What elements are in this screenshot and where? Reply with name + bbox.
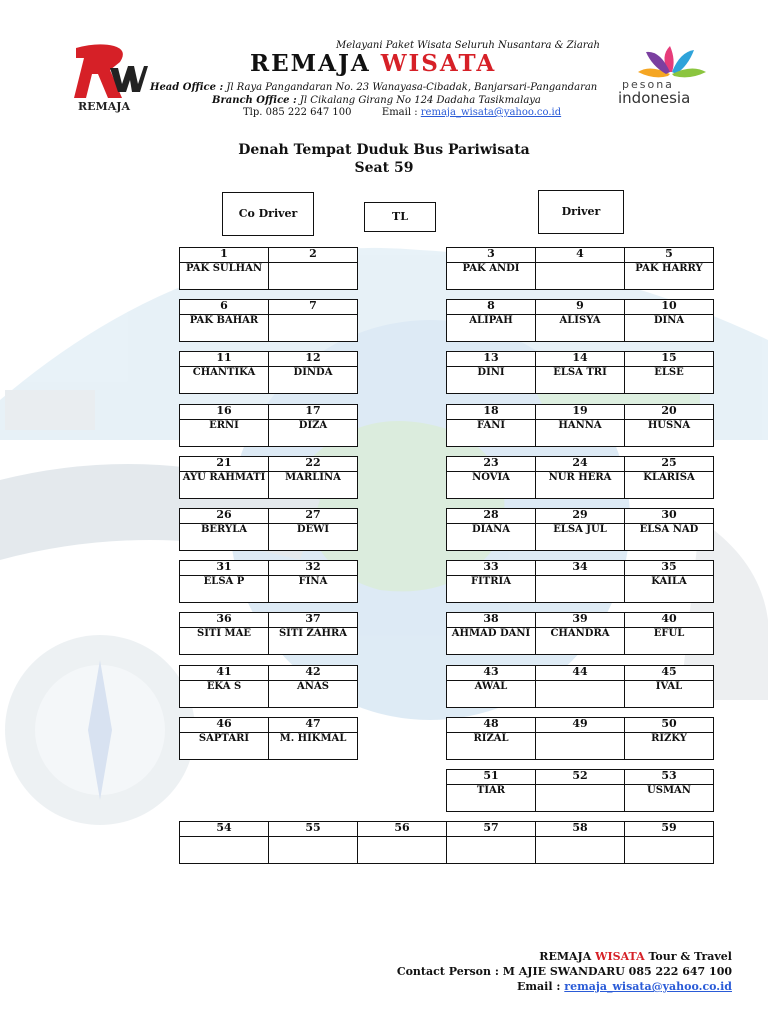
footer-company-part2: WISATA <box>595 950 645 963</box>
passenger-name <box>269 837 358 864</box>
footer-company-part1: REMAJA <box>539 950 592 963</box>
seat-number: 12 <box>269 352 358 367</box>
passenger-name: RIZAL <box>447 733 536 760</box>
head-office-label: Head Office : <box>150 82 224 93</box>
seat-block <box>446 612 714 655</box>
seat-block <box>446 769 714 812</box>
seat-block <box>446 665 714 708</box>
passenger-name: PAK SULHAN <box>180 263 269 290</box>
seat-number: 11 <box>180 352 269 367</box>
passenger-name: NOVIA <box>447 472 536 499</box>
email-label: Email : <box>381 107 418 118</box>
seat-number: 54 <box>180 822 269 837</box>
seat-number: 50 <box>625 718 714 733</box>
seat-number: 45 <box>625 666 714 681</box>
seat-number: 51 <box>447 770 536 785</box>
seat-number: 22 <box>269 457 358 472</box>
passenger-name: EFUL <box>625 628 714 655</box>
seat-number: 17 <box>269 405 358 420</box>
seat-number: 26 <box>180 509 269 524</box>
passenger-name: DINA <box>625 315 714 342</box>
passenger-name: EKA S <box>180 681 269 708</box>
passenger-name: DINI <box>447 367 536 394</box>
seat-number: 38 <box>447 613 536 628</box>
seat-number: 48 <box>447 718 536 733</box>
passenger-name: PAK ANDI <box>447 263 536 290</box>
seat-number: 1 <box>180 248 269 263</box>
seat-number: 37 <box>269 613 358 628</box>
passenger-name: ELSA TRI <box>536 367 625 394</box>
passenger-name: ERNI <box>180 420 269 447</box>
passenger-name: HANNA <box>536 420 625 447</box>
passenger-name: DIZA <box>269 420 358 447</box>
passenger-name: SITI MAE <box>180 628 269 655</box>
seat-block <box>179 665 358 708</box>
seat-number: 35 <box>625 561 714 576</box>
seat-block <box>446 456 714 499</box>
seat-number: 32 <box>269 561 358 576</box>
seat-number: 55 <box>269 822 358 837</box>
seat-block <box>446 508 714 551</box>
seat-number: 9 <box>536 300 625 315</box>
passenger-name: CHANDRA <box>536 628 625 655</box>
passenger-name: HUSNA <box>625 420 714 447</box>
passenger-name: IVAL <box>625 681 714 708</box>
seat-number: 42 <box>269 666 358 681</box>
passenger-name: TIAR <box>447 785 536 812</box>
passenger-name: KLARISA <box>625 472 714 499</box>
tl-label: TL <box>392 210 408 223</box>
passenger-name <box>536 576 625 603</box>
co-driver-label: Co Driver <box>238 207 298 220</box>
seat-block <box>446 404 714 447</box>
passenger-name: DEWI <box>269 524 358 551</box>
seat-number: 46 <box>180 718 269 733</box>
seat-number: 24 <box>536 457 625 472</box>
seat-number: 15 <box>625 352 714 367</box>
passenger-name <box>536 785 625 812</box>
seat-number: 34 <box>536 561 625 576</box>
seat-number: 4 <box>536 248 625 263</box>
seat-number: 28 <box>447 509 536 524</box>
seat-number: 58 <box>536 822 625 837</box>
seat-number: 10 <box>625 300 714 315</box>
document-title: Denah Tempat Duduk Bus Pariwisata <box>238 142 530 158</box>
seat-block <box>446 299 714 342</box>
tagline: Melayani Paket Wisata Seluruh Nusantara & Ziarah <box>336 40 600 51</box>
passenger-name: SAPTARI <box>180 733 269 760</box>
seat-number: 21 <box>180 457 269 472</box>
seat-number: 59 <box>625 822 714 837</box>
seat-number: 18 <box>447 405 536 420</box>
passenger-name: USMAN <box>625 785 714 812</box>
passenger-name <box>269 263 358 290</box>
seat-number: 30 <box>625 509 714 524</box>
passenger-name <box>536 837 625 864</box>
seat-number: 2 <box>269 248 358 263</box>
passenger-name: SITI ZAHRA <box>269 628 358 655</box>
passenger-name: AHMAD DANI <box>447 628 536 655</box>
seat-number: 44 <box>536 666 625 681</box>
seat-block <box>446 247 714 290</box>
passenger-name: NUR HERA <box>536 472 625 499</box>
pesona-line2: indonesia <box>618 89 691 107</box>
seat-number: 3 <box>447 248 536 263</box>
seat-number: 47 <box>269 718 358 733</box>
seat-number: 8 <box>447 300 536 315</box>
seat-block <box>179 456 358 499</box>
seat-number: 53 <box>625 770 714 785</box>
passenger-name: DINDA <box>269 367 358 394</box>
seat-block <box>446 351 714 394</box>
passenger-name <box>358 837 447 864</box>
seat-block <box>179 821 714 864</box>
driver-label: Driver <box>561 205 601 218</box>
passenger-name: MARLINA <box>269 472 358 499</box>
seat-number: 29 <box>536 509 625 524</box>
passenger-name: KAILA <box>625 576 714 603</box>
brand-part1: REMAJA <box>250 50 371 77</box>
seat-number: 52 <box>536 770 625 785</box>
header-email-link[interactable]: remaja_wisata@yahoo.co.id <box>420 107 562 118</box>
seat-number: 40 <box>625 613 714 628</box>
seat-count-title: Seat 59 <box>354 160 414 176</box>
branch-office: Jl Cikalang Girang No 124 Dadaha Tasikmalaya <box>299 95 541 106</box>
passenger-name <box>536 733 625 760</box>
pesona-line1: pesona <box>622 78 674 91</box>
seat-number: 39 <box>536 613 625 628</box>
seat-number: 49 <box>536 718 625 733</box>
seat-number: 14 <box>536 352 625 367</box>
passenger-name: M. HIKMAL <box>269 733 358 760</box>
footer-email-link[interactable]: remaja_wisata@yahoo.co.id <box>564 980 732 993</box>
seat-block <box>179 717 358 760</box>
seat-block <box>179 508 358 551</box>
footer-contact: Contact Person : M AJIE SWANDARU 085 222 647 100 <box>396 965 732 978</box>
seat-number: 36 <box>180 613 269 628</box>
seat-number: 23 <box>447 457 536 472</box>
seat-block <box>179 351 358 394</box>
passenger-name <box>180 837 269 864</box>
seat-block <box>179 612 358 655</box>
seat-number: 13 <box>447 352 536 367</box>
seat-number: 41 <box>180 666 269 681</box>
phone: Tlp. 085 222 647 100 <box>243 107 352 118</box>
seat-number: 56 <box>358 822 447 837</box>
seat-number: 20 <box>625 405 714 420</box>
seat-block <box>179 560 358 603</box>
passenger-name: FANI <box>447 420 536 447</box>
seat-number: 57 <box>447 822 536 837</box>
footer-company-part3: Tour & Travel <box>648 950 732 963</box>
passenger-name: DIANA <box>447 524 536 551</box>
passenger-name: PAK BAHAR <box>180 315 269 342</box>
passenger-name <box>536 681 625 708</box>
seat-number: 43 <box>447 666 536 681</box>
passenger-name: ALISYA <box>536 315 625 342</box>
seat-number: 33 <box>447 561 536 576</box>
passenger-name: CHANTIKA <box>180 367 269 394</box>
passenger-name: RIZKY <box>625 733 714 760</box>
seat-number: 6 <box>180 300 269 315</box>
passenger-name <box>536 263 625 290</box>
passenger-name <box>269 315 358 342</box>
passenger-name: ELSA P <box>180 576 269 603</box>
seat-number: 7 <box>269 300 358 315</box>
branch-office-label: Branch Office : <box>212 95 297 106</box>
passenger-name: AWAL <box>447 681 536 708</box>
passenger-name <box>625 837 714 864</box>
seat-number: 16 <box>180 405 269 420</box>
seat-number: 31 <box>180 561 269 576</box>
seat-block <box>179 404 358 447</box>
logo-text: REMAJA <box>78 100 130 113</box>
footer-email-label: Email : <box>517 980 561 993</box>
seat-number: 5 <box>625 248 714 263</box>
seat-block <box>446 560 714 603</box>
seat-block <box>179 247 358 290</box>
passenger-name <box>447 837 536 864</box>
seat-number: 25 <box>625 457 714 472</box>
passenger-name: PAK HARRY <box>625 263 714 290</box>
passenger-name: BERYLA <box>180 524 269 551</box>
footer-email-line <box>517 980 732 993</box>
passenger-name: ELSA NAD <box>625 524 714 551</box>
passenger-name: ELSE <box>625 367 714 394</box>
brand-part2: WISATA <box>380 50 497 77</box>
seat-block <box>179 299 358 342</box>
seat-block <box>446 717 714 760</box>
passenger-name: FINA <box>269 576 358 603</box>
seat-number: 27 <box>269 509 358 524</box>
passenger-name: ALIPAH <box>447 315 536 342</box>
passenger-name: AYU RAHMATI <box>180 472 269 499</box>
seat-number: 19 <box>536 405 625 420</box>
passenger-name: ELSA JUL <box>536 524 625 551</box>
footer-company <box>539 950 732 963</box>
head-office: Jl Raya Pangandaran No. 23 Wanayasa-Cibadak, Banjarsari-Pangandaran <box>226 82 598 93</box>
passenger-name: FITRIA <box>447 576 536 603</box>
passenger-name: ANAS <box>269 681 358 708</box>
